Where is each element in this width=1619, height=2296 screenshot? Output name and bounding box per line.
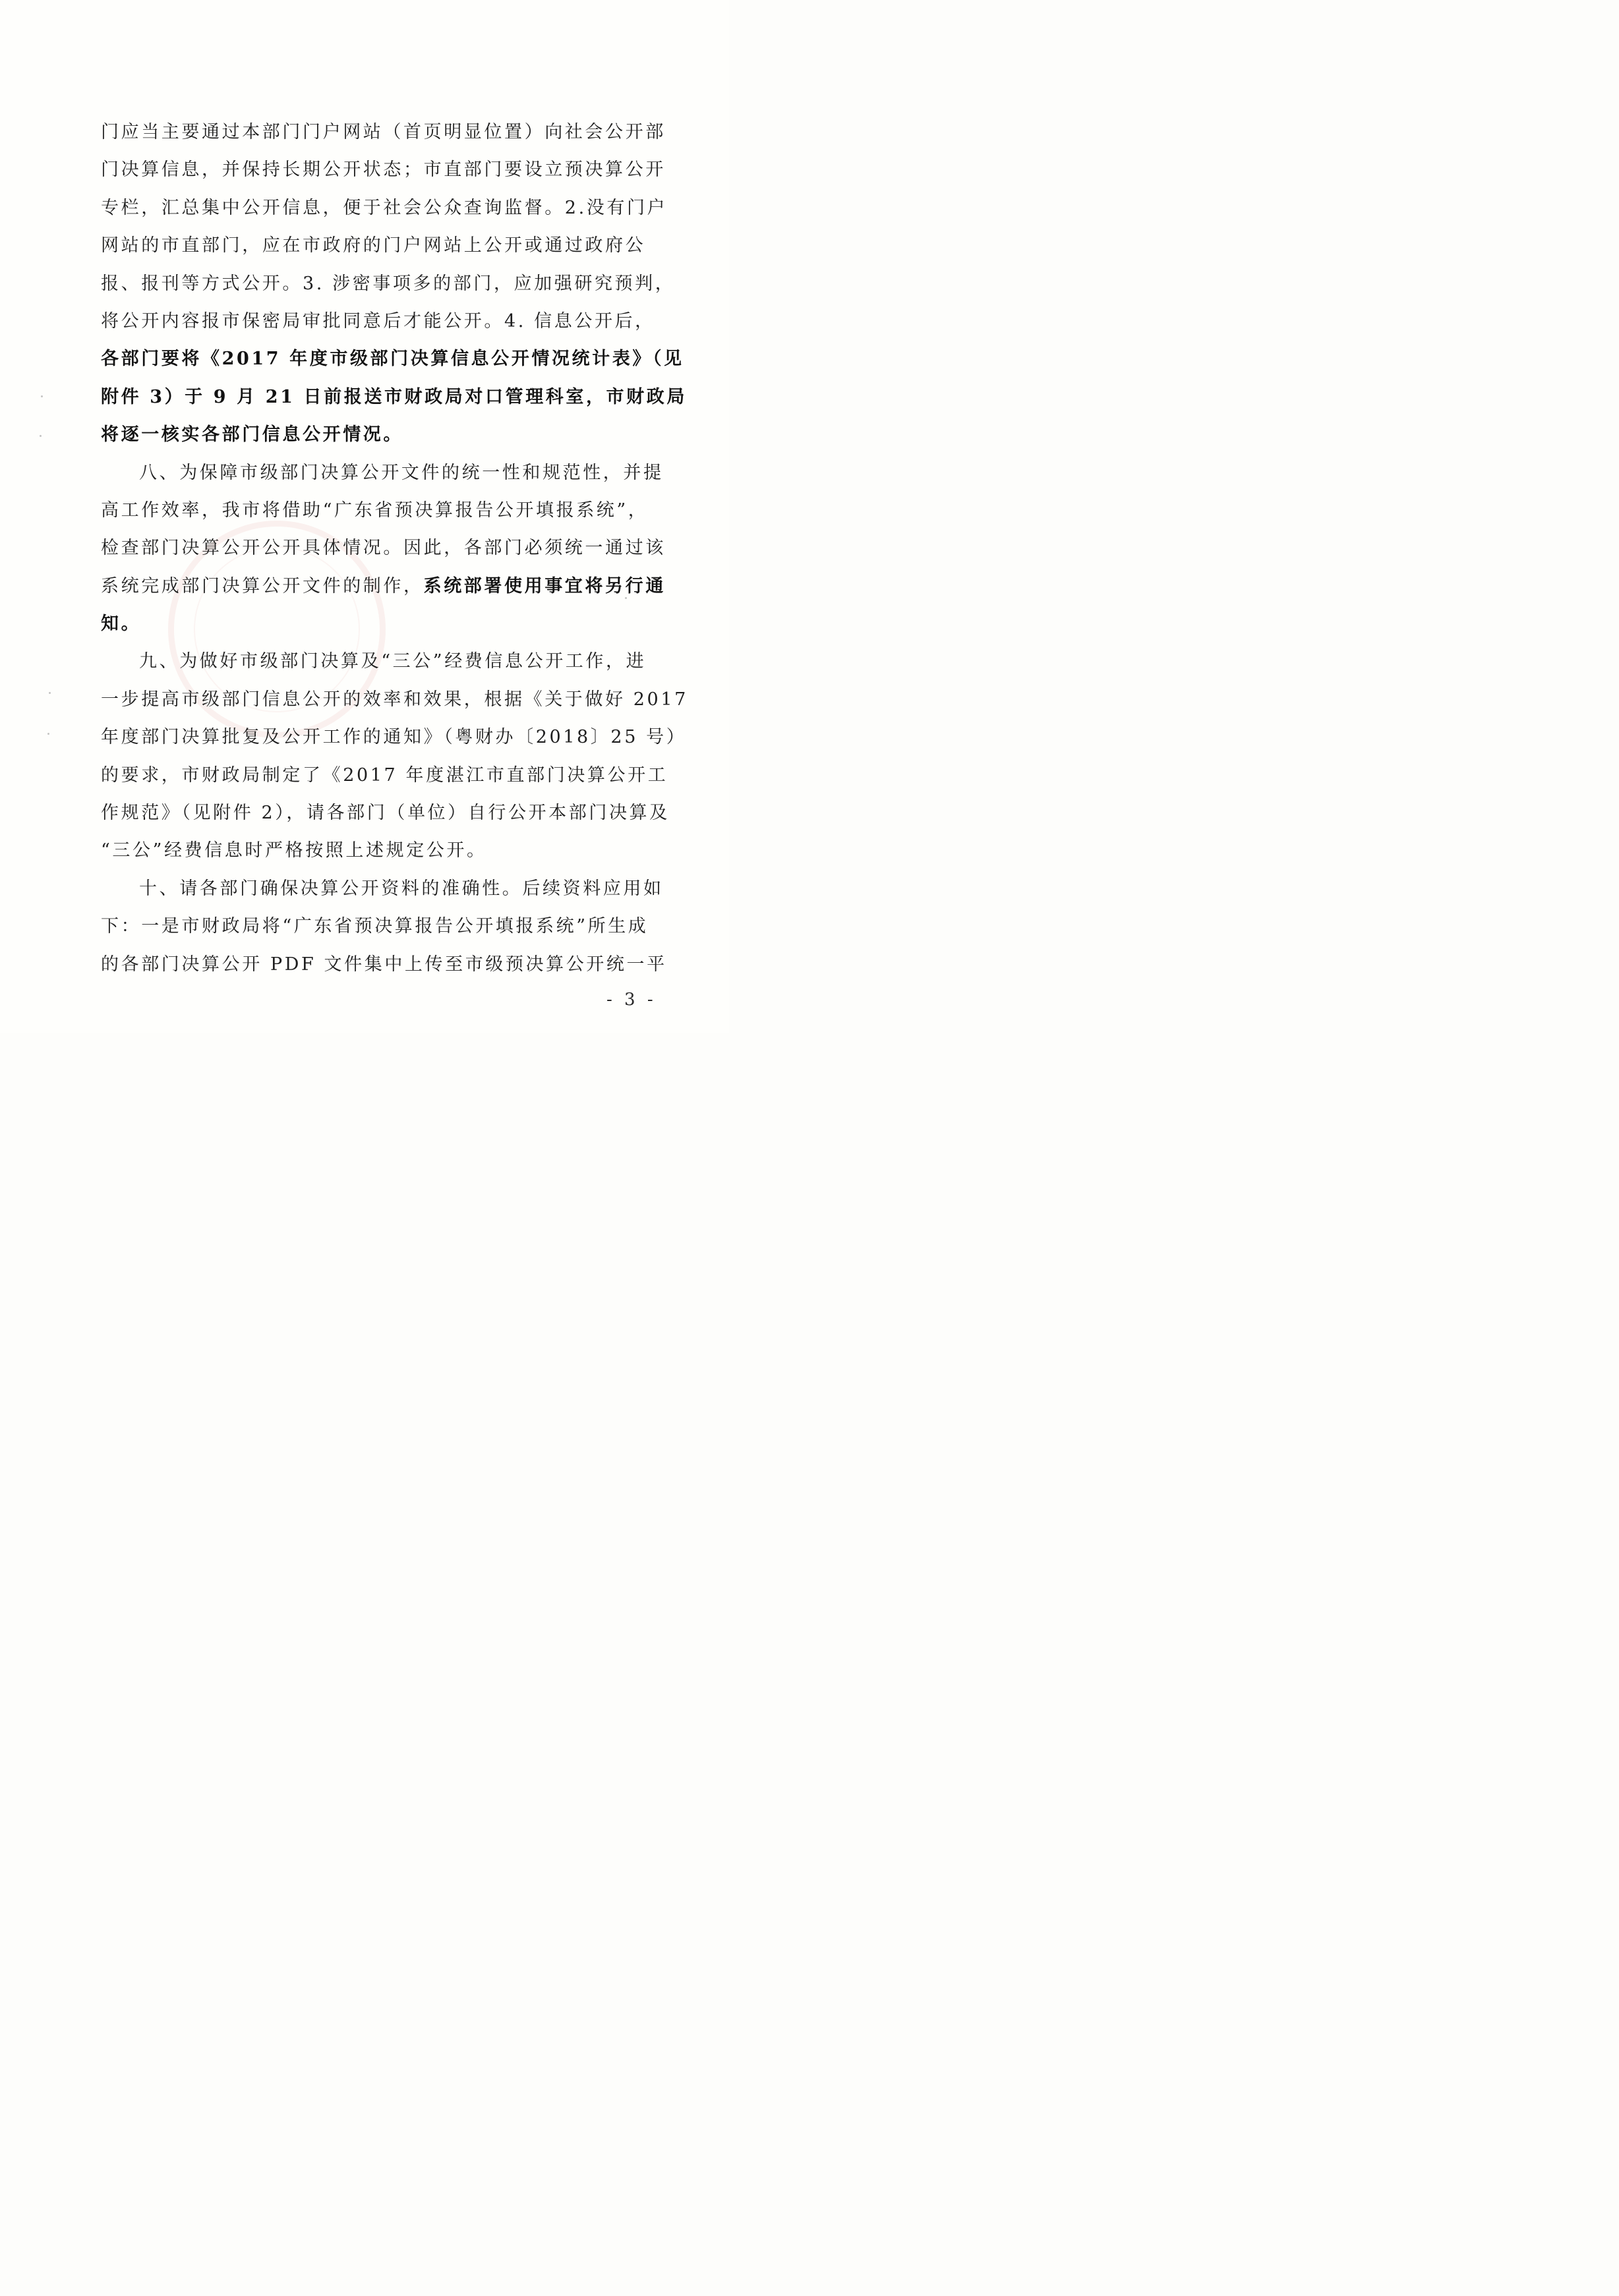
document-page (0, 0, 729, 1033)
paragraph-line: 九、为做好市级部门决算及“三公”经费信息公开工作，进 (139, 651, 647, 672)
paragraph-line: 专栏，汇总集中公开信息，便于社会公众查询监督。2.没有门户 (101, 197, 668, 218)
paragraph-line: 下：一是市财政局将“广东省预决算报告公开填报系统”所生成 (101, 916, 649, 937)
paragraph-line: 将逐一核实各部门信息公开情况。 (101, 424, 403, 445)
paragraph-line: 一步提高市级部门信息公开的效率和效果，根据《关于做好 2017 (101, 689, 688, 710)
paragraph-line: 的要求，市财政局制定了《2017 年度湛江市直部门决算公开工 (101, 764, 668, 786)
line-segment: 系统完成部门决算公开文件的制作， (101, 575, 424, 596)
scan-speck (47, 733, 49, 735)
paragraph-line: 检查部门决算公开公开具体情况。因此，各部门必须统一通过该 (101, 538, 666, 559)
paragraph-line: 将公开内容报市保密局审批同意后才能公开。4. 信息公开后， (101, 310, 655, 331)
paragraph-line: 知。 (101, 614, 142, 635)
scan-speck (41, 395, 43, 397)
paragraph-line: 门应当主要通过本部门门户网站（首页明显位置）向社会公开部 (101, 122, 666, 142)
paragraph-line: 十、请各部门确保决算公开资料的准确性。后续资料应用如 (139, 878, 664, 899)
paragraph-line: 附件 3）于 9 月 21 日前报送市财政局对口管理科室，市财政局 (101, 386, 687, 407)
paragraph-line: 的各部门决算公开 PDF 文件集中上传至市级预决算公开统一平 (101, 954, 667, 975)
paragraph-line: “三公”经费信息时严格按照上述规定公开。 (101, 840, 487, 861)
paragraph-line: 高工作效率，我市将借助“广东省预决算报告公开填报系统”， (101, 500, 649, 521)
page-number: - 3 - (606, 990, 657, 1010)
paragraph-line: 八、为保障市级部门决算公开文件的统一性和规范性，并提 (139, 462, 664, 483)
line-segment-bold: 系统部署使用事宜将另行通 (423, 575, 666, 596)
document-body (101, 113, 688, 983)
scan-speck (40, 435, 42, 437)
paragraph-line (101, 567, 666, 605)
paragraph-line: 门决算信息，并保持长期公开状态；市直部门要设立预决算公开 (101, 159, 666, 181)
paragraph-line: 网站的市直部门，应在市政府的门户网站上公开或通过政府公 (101, 235, 646, 256)
scan-speck (49, 692, 51, 694)
paragraph-line: 作规范》（见附件 2），请各部门（单位）自行公开本部门决算及 (101, 803, 670, 824)
paragraph-line: 年度部门决算批复及公开工作的通知》（粤财办〔2018〕25 号） (101, 727, 687, 748)
paragraph-line: 各部门要将《2017 年度市级部门决算信息公开情况统计表》（见 (101, 349, 684, 370)
paragraph-line: 报、报刊等方式公开。3. 涉密事项多的部门，应加强研究预判， (101, 273, 676, 294)
